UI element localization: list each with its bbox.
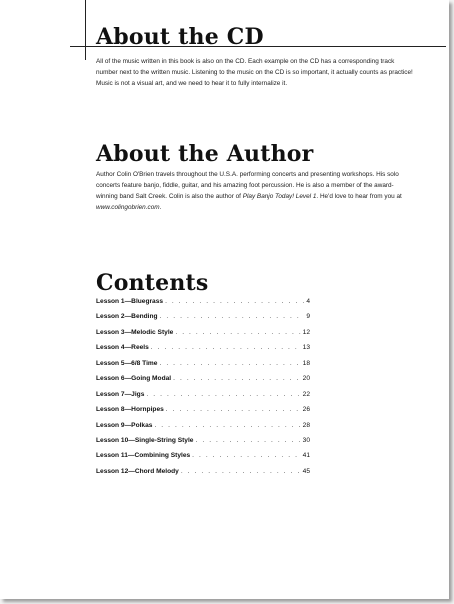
toc-item-page: 28 xyxy=(302,421,310,429)
paragraph-about-author xyxy=(96,169,414,213)
toc-item-title: Lesson 6—Going Modal xyxy=(96,375,172,383)
toc-leader xyxy=(181,468,301,475)
toc-leader xyxy=(159,360,300,367)
toc-item xyxy=(96,298,310,313)
toc-item-title: Lesson 2—Bending xyxy=(96,313,158,321)
toc-leader xyxy=(165,298,304,305)
toc-item-title: Lesson 12—Chord Melody xyxy=(96,467,179,475)
toc-item-page: 45 xyxy=(302,467,310,475)
heading-about-author: About the Author xyxy=(96,141,314,167)
toc-item-title: Lesson 4—Reels xyxy=(96,344,149,352)
author-website: www.colingobrien.com xyxy=(96,204,160,211)
toc-item-page: 12 xyxy=(302,328,310,336)
table-of-contents xyxy=(96,298,310,483)
toc-item-page: 22 xyxy=(302,390,310,398)
crop-mark-vertical xyxy=(85,0,86,60)
toc-item-title: Lesson 8—Hornpipes xyxy=(96,406,164,414)
toc-item xyxy=(96,406,310,421)
toc-item xyxy=(96,344,310,359)
toc-item-page: 26 xyxy=(302,406,310,414)
toc-item xyxy=(96,437,310,452)
toc-item-page: 13 xyxy=(302,344,310,352)
heading-contents: Contents xyxy=(96,270,209,296)
toc-item xyxy=(96,468,310,483)
toc-item xyxy=(96,360,310,375)
toc-item-title: Lesson 9—Polkas xyxy=(96,421,153,429)
toc-item-page: 20 xyxy=(302,375,310,383)
toc-item-page: 9 xyxy=(306,313,310,321)
toc-item-page: 41 xyxy=(302,452,310,460)
toc-item xyxy=(96,313,310,328)
toc-leader xyxy=(192,452,300,459)
toc-item-title: Lesson 11—Combining Styles xyxy=(96,452,191,460)
toc-item-title: Lesson 10—Single-String Style xyxy=(96,436,194,444)
paragraph-about-cd: All of the music written in this book is also on the CD. Each example on the CD has a corresponding track number next to the written music. Listening to the music on the CD is so important, it actually counts as practice! Music is not a visual art, and we need to hear it to fully internalize it. xyxy=(96,58,413,87)
toc-item xyxy=(96,391,310,406)
toc-item-page: 4 xyxy=(306,298,310,305)
toc-leader xyxy=(151,344,301,351)
heading-about-cd: About the CD xyxy=(96,24,264,50)
author-text: Author Colin O'Brien travels throughout the U.S.A. performing concerts and presenting workshops. His solo concerts feature banjo, fiddle, guitar, and his amazing foot percussion. He is also a member of the award-winning band Salt Creek. Colin is also the author of xyxy=(96,171,399,200)
toc-leader xyxy=(175,329,300,336)
toc-item-page: 18 xyxy=(302,359,310,367)
author-text-end: . xyxy=(159,204,162,211)
toc-item xyxy=(96,422,310,437)
toc-leader xyxy=(195,437,300,444)
toc-item-title: Lesson 7—Jigs xyxy=(96,390,145,398)
toc-leader xyxy=(146,391,300,398)
toc-leader xyxy=(166,406,301,413)
toc-item-title: Lesson 1—Bluegrass xyxy=(96,298,164,305)
toc-item-title: Lesson 5—6/8 Time xyxy=(96,359,158,367)
toc-item-title: Lesson 3—Melodic Style xyxy=(96,328,174,336)
toc-leader xyxy=(160,313,305,320)
toc-item xyxy=(96,375,310,390)
author-text-middle: . He'd love to hear from you at xyxy=(316,193,402,200)
toc-item xyxy=(96,452,310,467)
toc-leader xyxy=(154,422,300,429)
toc-leader xyxy=(173,375,301,382)
toc-item xyxy=(96,329,310,344)
toc-item-page: 30 xyxy=(302,436,310,444)
book-title: Play Banjo Today! Level 1 xyxy=(242,193,317,200)
